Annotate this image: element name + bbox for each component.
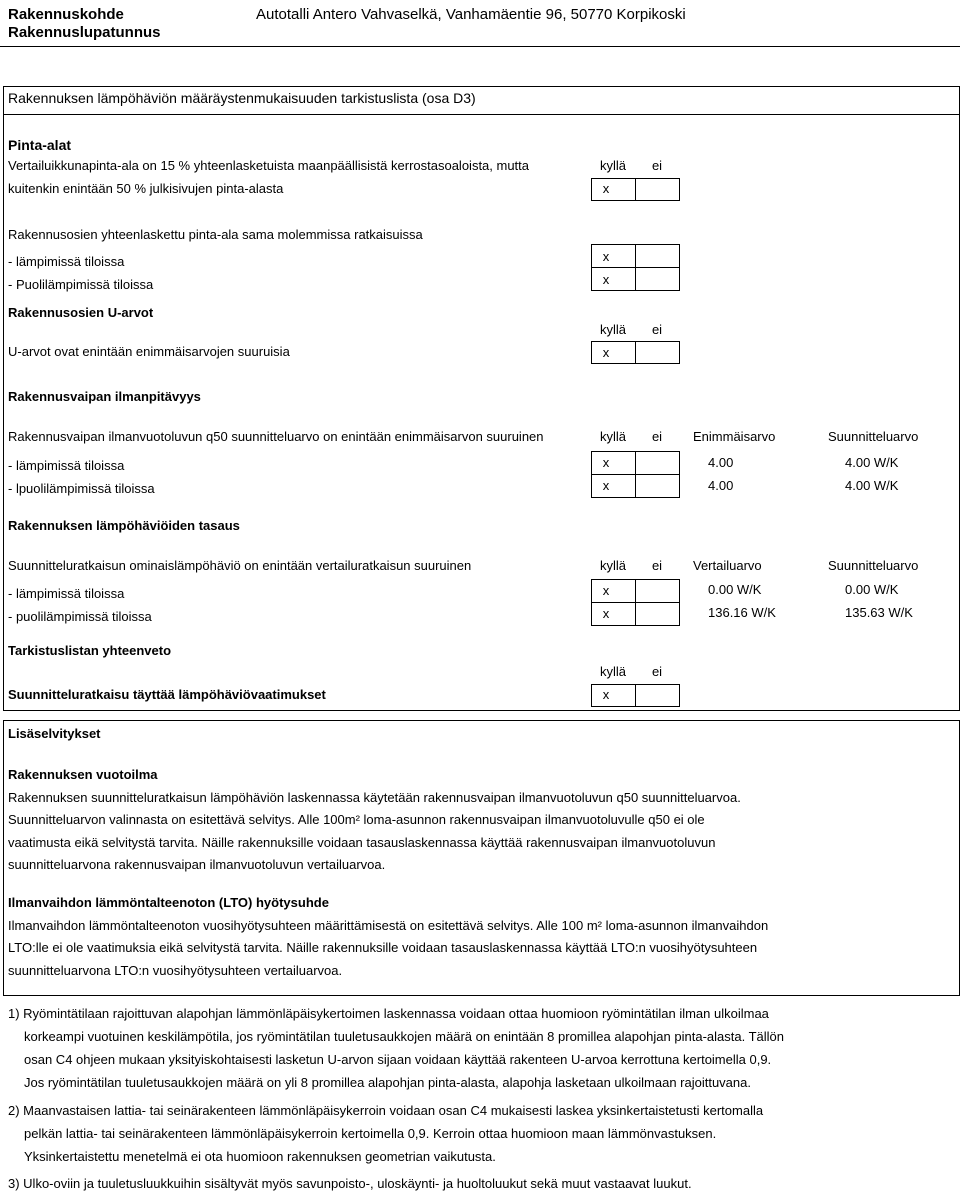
areas-col-yes: kyllä (599, 158, 626, 173)
heat-recovery-line-1: Ilmanvaihdon lämmöntalteenoton vuosihyötysuhteen määrittämisestä on esitettävä selvitys. Alle 100 m² loma-asunnon ilmanvaihdon (8, 918, 769, 933)
balance-mark-warm: x (602, 583, 610, 598)
airtightness-design-warm: 4.00 W/K (845, 455, 899, 470)
balance-design-semiwarm: 135.63 W/K (845, 605, 913, 620)
air-leakage-title: Rakennuksen vuotoilma (8, 767, 158, 782)
airtightness-col-design: Suunnitteluarvo (828, 429, 919, 444)
air-leakage-line-3: vaatimusta eikä selvitystä tarvita. Näille rakennuksille voidaan tasauslaskennassa käyttää rakennusvaipan ilmanvuotoluvun (8, 835, 716, 850)
summary-col-yes: kyllä (599, 664, 626, 679)
areas-mark-yes: x (602, 181, 610, 196)
areas-col-no: ei (651, 158, 663, 173)
air-leakage-line-2: Suunnitteluarvon valinnasta on esitettävä selvitys. Alle 100m² loma-asunnon rakennusvaipan ilmanvuotoluvulle q50 ei ole (8, 812, 705, 827)
areas-line-2: kuitenkin enintään 50 % julkisivujen pinta-alasta (8, 181, 284, 196)
summary-line: Suunnitteluratkaisu täyttää lämpöhäviövaatimukset (8, 687, 326, 702)
balance-row-semiwarm: - puolilämpimissä tiloissa (8, 609, 152, 624)
sum-area-row-warm: - lämpimissä tiloissa (8, 254, 125, 269)
section-title-u-values: Rakennusosien U-arvot (8, 305, 154, 320)
main-title: Rakennuksen lämpöhäviön määräystenmukaisuuden tarkistuslista (osa D3) (8, 90, 476, 106)
title-divider (3, 114, 960, 115)
balance-col-design: Suunnitteluarvo (828, 558, 919, 573)
summary-mark-yes: x (602, 687, 610, 702)
footnote-2-line-1: 2) Maanvastaisen lattia- tai seinärakenteen lämmönläpäisykerroin voidaan osan C4 mukaisesti laskea yksinkertaistetusti kertomalla (8, 1103, 764, 1118)
airtightness-mark-warm: x (602, 455, 610, 470)
sum-area-row-semiwarm: - Puolilämpimissä tiloissa (8, 277, 154, 292)
airtightness-row-semiwarm: - lpuolilämpimissä tiloissa (8, 481, 155, 496)
balance-design-warm: 0.00 W/K (845, 582, 899, 597)
summary-col-no: ei (651, 664, 663, 679)
air-leakage-line-1: Rakennuksen suunnitteluratkaisun lämpöhäviön laskennassa käytetään rakennusvaipan ilmanvuotoluvun q50 suunnitteluarvoa. (8, 790, 741, 805)
u-values-col-no: ei (651, 322, 663, 337)
header-label-permit: Rakennuslupatunnus (8, 24, 161, 41)
airtightness-max-warm: 4.00 (708, 455, 734, 470)
airtightness-col-no: ei (651, 429, 663, 444)
balance-mark-semiwarm: x (602, 606, 610, 621)
sum-area-mark-warm: x (602, 249, 610, 264)
heat-recovery-line-3: suunnitteluarvona LTO:n vuosihyötysuhteen vertailuarvoa. (8, 963, 343, 978)
u-values-col-yes: kyllä (599, 322, 626, 337)
header-divider (0, 46, 960, 47)
balance-row-warm: - lämpimissä tiloissa (8, 586, 125, 601)
header-building-address: Autotalli Antero Vahvaselkä, Vanhamäentie 96, 50770 Korpikoski (256, 6, 686, 23)
areas-line-1: Vertailuikkunapinta-ala on 15 % yhteenlasketuista maanpäällisistä kerrostasoaloista, mutta (8, 158, 530, 173)
airtightness-design-semiwarm: 4.00 W/K (845, 478, 899, 493)
u-values-line: U-arvot ovat enintään enimmäisarvojen suuruisia (8, 344, 290, 359)
section-title-summary: Tarkistuslistan yhteenveto (8, 643, 172, 658)
sum-area-title: Rakennusosien yhteenlaskettu pinta-ala sama molemmissa ratkaisuissa (8, 227, 423, 242)
airtightness-mark-semiwarm: x (602, 478, 610, 493)
heat-recovery-title: Ilmanvaihdon lämmöntalteenoton (LTO) hyötysuhde (8, 895, 329, 910)
airtightness-question: Rakennusvaipan ilmanvuotoluvun q50 suunnitteluarvo on enintään enimmäisarvon suuruinen (8, 429, 544, 444)
airtightness-col-yes: kyllä (599, 429, 626, 444)
section-title-heat-loss-balance: Rakennuksen lämpöhäviöiden tasaus (8, 518, 240, 533)
footnote-1-line-4: Jos ryömintätilan tuuletusaukkojen määrä on yli 8 promillea alapohjan pinta-alasta, alapohja lasketaan ulkoilmaan rajoittuvana. (24, 1075, 751, 1090)
footnote-2-line-3: Yksinkertaistettu menetelmä ei ota huomioon rakennuksen geometrian vaikutusta. (24, 1149, 496, 1164)
u-values-mark-yes: x (602, 345, 610, 360)
airtightness-col-max: Enimmäisarvo (693, 429, 776, 444)
balance-ref-warm: 0.00 W/K (708, 582, 762, 597)
section-title-areas: Pinta-alat (8, 137, 72, 153)
section-title-airtightness: Rakennusvaipan ilmanpitävyys (8, 389, 201, 404)
footnote-1-line-1: 1) Ryömintätilaan rajoittuvan alapohjan lämmönläpäisykertoimen laskennassa voidaan ottaa huomioon ryömintätilan ilman ulkoilmaa (8, 1006, 769, 1021)
balance-ref-semiwarm: 136.16 W/K (708, 605, 776, 620)
balance-col-yes: kyllä (599, 558, 626, 573)
balance-col-ref: Vertailuarvo (693, 558, 762, 573)
header-label-building: Rakennuskohde (8, 6, 124, 23)
balance-col-no: ei (651, 558, 663, 573)
heat-recovery-line-2: LTO:lle ei ole vaatimuksia eikä selvitystä tarvita. Näille rakennuksille voidaan tasauslaskennassa käyttää LTO:n vuosihyötysuhteen (8, 940, 758, 955)
footnote-2-line-2: pelkän lattia- tai seinärakenteen lämmönläpäisykerroin kertoimella 0,9. Kerroin ottaa huomioon maan lämmönvastuksen. (24, 1126, 717, 1141)
footnote-3-line-1: 3) Ulko-oviin ja tuuletusluukkuihin sisältyvät myös savunpoisto-, uloskäynti- ja huoltoluukut sekä muut vastaavat luukut. (8, 1176, 692, 1191)
footnote-1-line-2: korkeampi vuotuinen keskilämpötila, jos ryömintätilan tuuletusaukkojen määrä on enintään 8 promillea alapohjan pinta-alasta. Tällön (24, 1029, 784, 1044)
section-title-additional: Lisäselvitykset (8, 726, 101, 741)
sum-area-mark-semiwarm: x (602, 272, 610, 287)
airtightness-max-semiwarm: 4.00 (708, 478, 734, 493)
balance-question: Suunnitteluratkaisun ominaislämpöhäviö on enintään vertailuratkaisun suuruinen (8, 558, 472, 573)
airtightness-row-warm: - lämpimissä tiloissa (8, 458, 125, 473)
footnote-1-line-3: osan C4 ohjeen mukaan yksityiskohtaisesti lasketun U-arvon sijaan voidaan käyttää rakenteen U-arvoa kerrottuna kertoimella 0,9. (24, 1052, 772, 1067)
air-leakage-line-4: suunnitteluarvona rakennusvaipan ilmanvuotoluvun vertailuarvoa. (8, 857, 386, 872)
